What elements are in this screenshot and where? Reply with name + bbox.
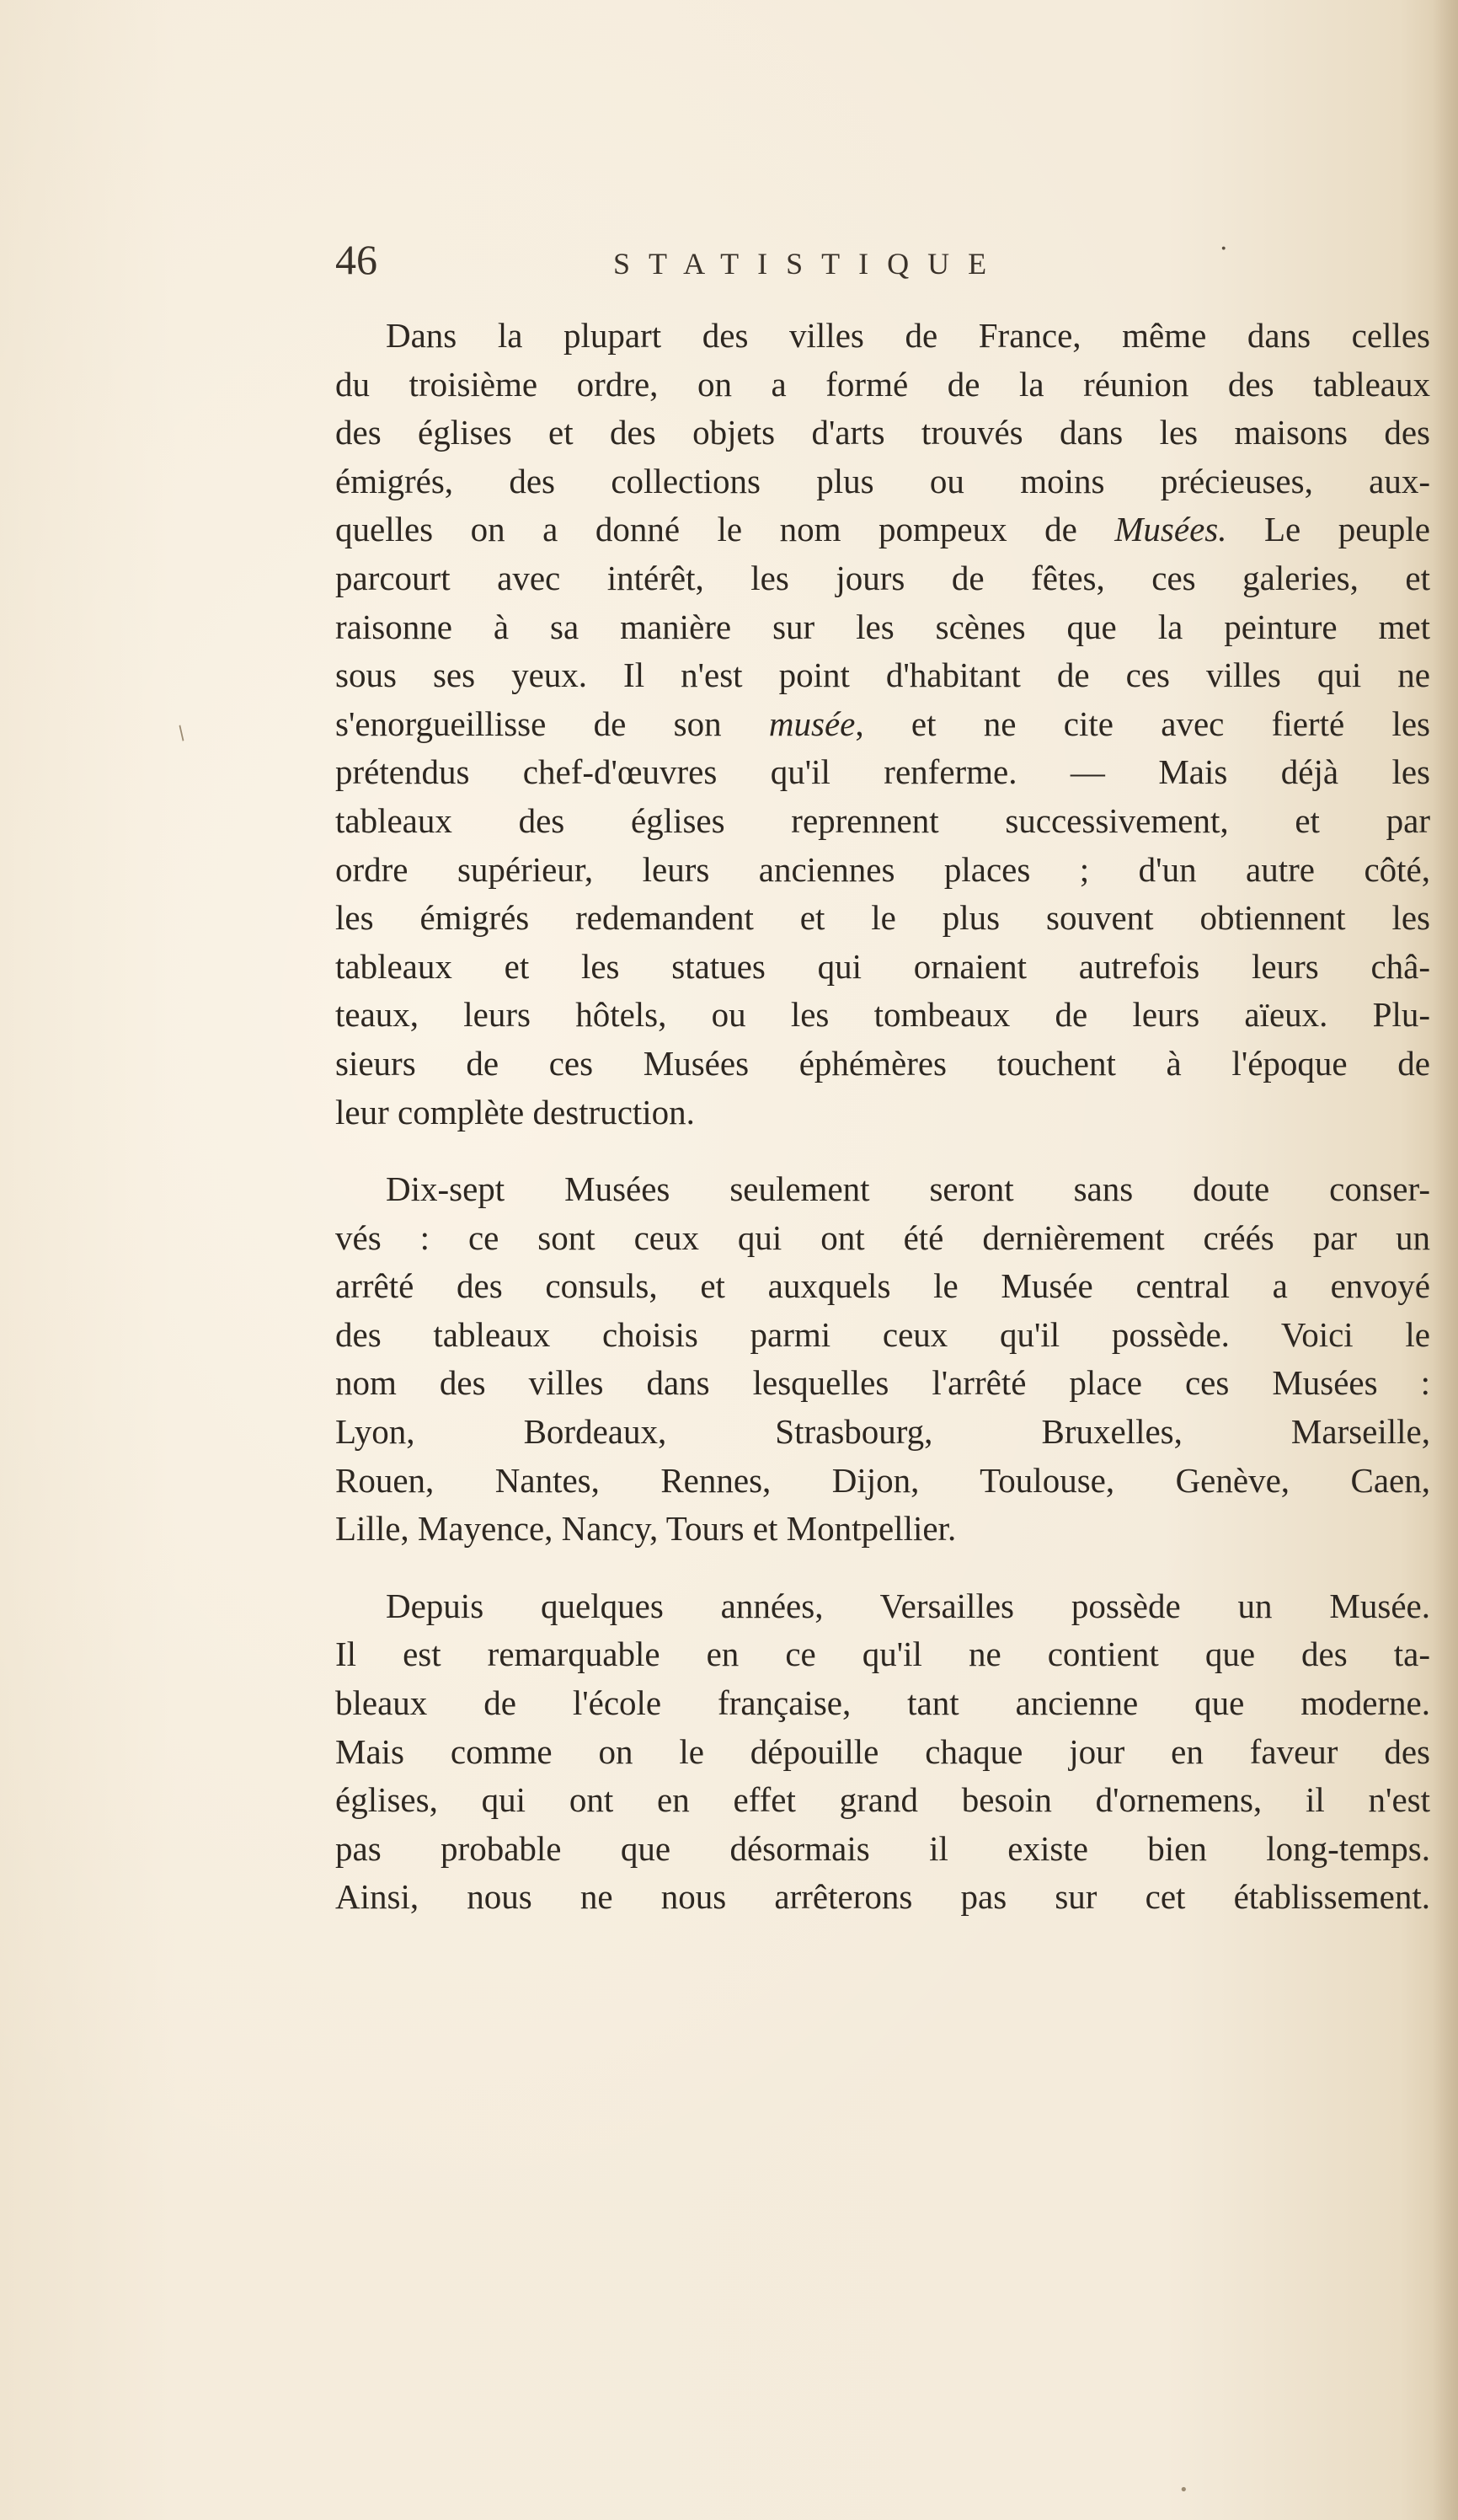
text-line: pas probable que désormais il existe bien long-temps.: [335, 1828, 1430, 1868]
text-line: arrêté des consuls, et auxquels le Musée central a envoyé: [335, 1266, 1430, 1306]
paragraph-2: [335, 1165, 1430, 1554]
text-line: émigrés, des collections plus ou moins précieuses, aux-: [335, 461, 1430, 500]
text-line: les émigrés redemandent et le plus souvent obtiennent les: [335, 898, 1430, 938]
running-head: STATISTIQUE: [613, 247, 1006, 281]
text-line: des églises et des objets d'arts trouvés dans les maisons des: [335, 413, 1430, 452]
text-line: prétendus chef-d'œuvres qu'il renferme. — Mais déjà les: [335, 752, 1430, 792]
text-line: bleaux de l'école française, tant ancienne que moderne.: [335, 1683, 1430, 1723]
text-line: teaux, leurs hôtels, ou les tombeaux de leurs aïeux. Plu-: [335, 995, 1430, 1035]
stray-ink-mark: •: [1179, 2481, 1188, 2499]
text-line: Ainsi, nous ne nous arrêterons pas sur cet établissement.: [335, 1877, 1430, 1917]
text-line: églises, qui ont en effet grand besoin d'ornemens, il n'est: [335, 1780, 1430, 1820]
text-line: tableaux et les statues qui ornaient autrefois leurs châ-: [335, 946, 1430, 986]
text-line: sieurs de ces Musées éphémères touchent à l'époque de: [335, 1043, 1430, 1083]
stray-ink-mark: /: [174, 722, 190, 745]
paragraph-gap: [335, 1554, 1430, 1582]
text-line: Depuis quelques années, Versailles possède un Musée.: [386, 1586, 1430, 1625]
text-line: nom des villes dans lesquelles l'arrêté place ces Musées :: [335, 1363, 1430, 1403]
text-line: tableaux des églises reprennent successivement, et par: [335, 800, 1430, 840]
text-line: Rouen, Nantes, Rennes, Dijon, Toulouse, Genève, Caen,: [335, 1460, 1430, 1500]
text-line: vés : ce sont ceux qui ont été dernièrement créés par un: [335, 1217, 1430, 1257]
text-line: parcourt avec intérêt, les jours de fêtes, ces galeries, et: [335, 558, 1430, 597]
page-header: [335, 234, 1245, 293]
text-line: Mais comme on le dépouille chaque jour en faveur des: [335, 1731, 1430, 1771]
text-line: raisonne à sa manière sur les scènes que la peinture met: [335, 607, 1430, 646]
page-edge-shadow: [1433, 0, 1458, 2520]
text-line: Lyon, Bordeaux, Strasbourg, Bruxelles, Marseille,: [335, 1412, 1430, 1452]
page-number: 46: [335, 236, 377, 283]
text-line: Dans la plupart des villes de France, même dans celles: [386, 316, 1430, 355]
text-line: sous ses yeux. Il n'est point d'habitant de ces villes qui ne: [335, 655, 1430, 695]
text-line: s'enorgueillisse de son musée, et ne cite avec fierté les: [335, 704, 1430, 743]
text-line: quelles on a donné le nom pompeux de Musées. Le peuple: [335, 510, 1431, 549]
paragraph-1: [335, 312, 1430, 1137]
paragraph-3: [335, 1582, 1430, 1922]
text-line: Il est remarquable en ce qu'il ne contient que des ta-: [335, 1635, 1430, 1674]
text-line: leur complète destruction.: [335, 1092, 695, 1132]
paragraph-gap: [335, 1137, 1430, 1165]
body-text: [335, 312, 1430, 1922]
text-line: des tableaux choisis parmi ceux qu'il possède. Voici le: [335, 1314, 1430, 1354]
text-line: Dix-sept Musées seulement seront sans doute conser-: [386, 1169, 1430, 1209]
text-line: Lille, Mayence, Nancy, Tours et Montpellier.: [335, 1509, 957, 1549]
text-line: du troisième ordre, on a formé de la réunion des tableaux: [335, 364, 1430, 404]
running-head-dot: ·: [1220, 234, 1228, 264]
text-line: ordre supérieur, leurs anciennes places ; d'un autre côté,: [335, 849, 1430, 889]
